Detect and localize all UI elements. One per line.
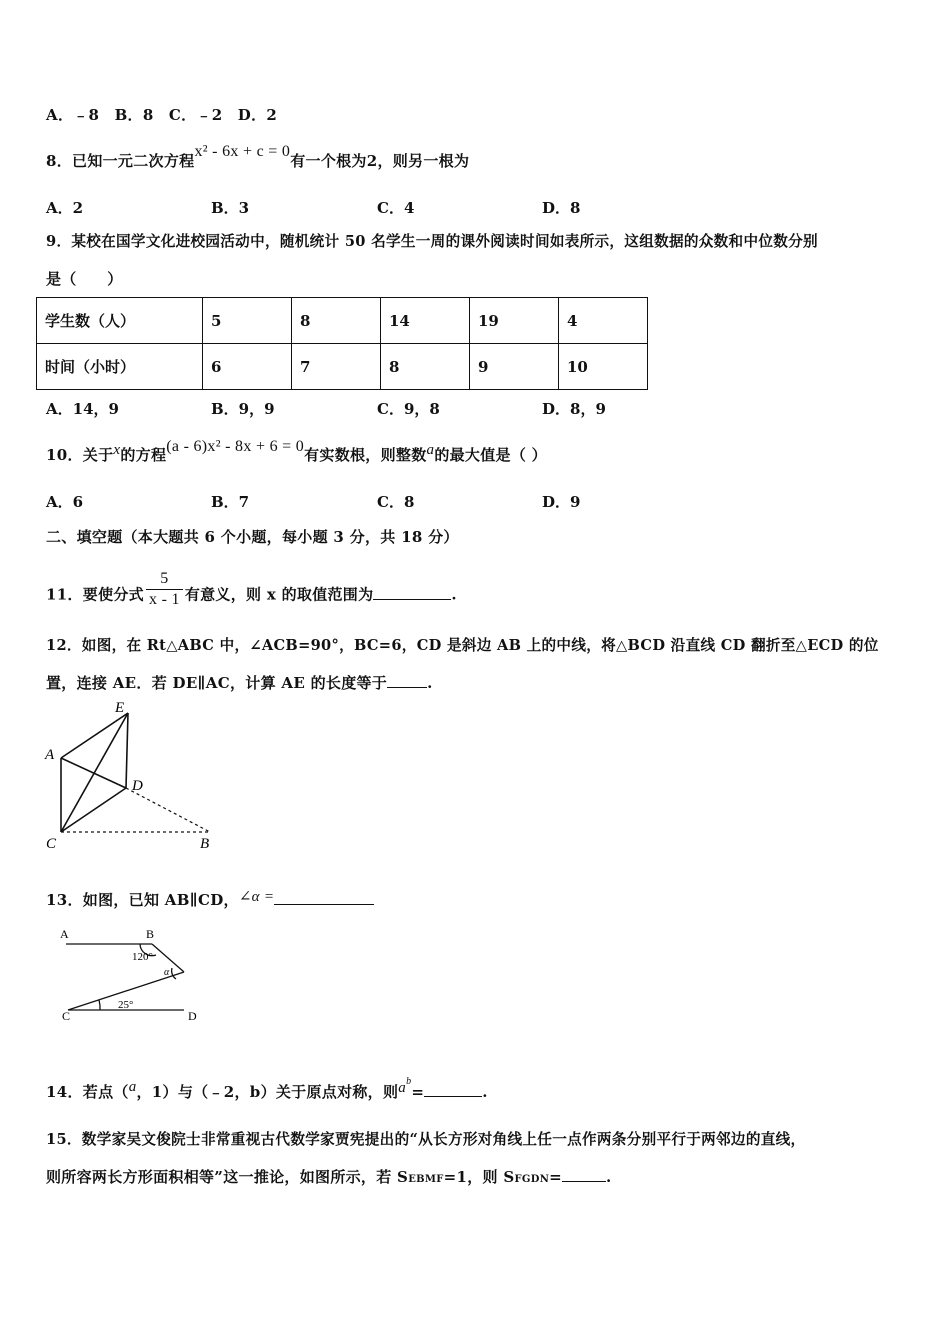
q12-line2-text: 置，连接 AE．若 DE∥AC，计算 AE 的长度等于 — [46, 674, 388, 692]
q10-suffix: 的最大值是（ ） — [434, 446, 547, 464]
table-cell: 8 — [381, 344, 470, 390]
q14-var-a: a — [128, 1079, 137, 1095]
q10-prefix: 10．关于 — [46, 446, 114, 464]
label-angle-25: 25° — [118, 999, 134, 1011]
segment-cd — [61, 788, 126, 832]
q8-stem — [46, 143, 470, 171]
segment-db — [126, 788, 210, 832]
q10-option-b: B．7 — [211, 493, 250, 511]
q10-mid: 的方程 — [120, 446, 167, 464]
q14-equals: = — [411, 1083, 425, 1101]
q14-end: . — [482, 1083, 488, 1101]
table-cell: 8 — [292, 298, 381, 344]
q9-option-d: D．8，9 — [542, 400, 606, 418]
q10-option-d: D．9 — [542, 493, 581, 511]
q11-prefix: 11．要使分式 — [46, 585, 144, 604]
q8-option-a: A．2 — [46, 199, 84, 217]
q14-mid: ，1）与（﹣2，b）关于原点对称，则 — [136, 1083, 399, 1101]
q13-parallel-lines-figure — [54, 922, 214, 1032]
q15-line1: 15．数学家吴文俊院士非常重视古代数学家贾宪提出的“从长方形对角线上任一点作两条分别平行于两邻边的直线， — [46, 1131, 806, 1148]
table-cell: 7 — [292, 344, 381, 390]
label-angle-120: 120° — [132, 951, 153, 963]
label-c: C — [46, 836, 57, 852]
label-a: A — [60, 927, 69, 941]
q10-stem — [46, 438, 547, 465]
table-cell: 10 — [559, 344, 648, 390]
table-cell: 19 — [470, 298, 559, 344]
q7-options: A．﹣8 B．8 C．﹣2 D．2 — [46, 106, 278, 124]
q9-option-b: B．9，9 — [211, 400, 275, 418]
q12-answer-blank[interactable] — [387, 673, 427, 688]
label-alpha: α — [164, 967, 170, 978]
q15-subscript-ebmf: EBMF — [408, 1174, 444, 1185]
reading-time-table — [36, 297, 648, 390]
q8-option-b: B．3 — [211, 199, 250, 217]
q10-var-a: a — [426, 442, 435, 458]
q12-triangle-figure — [40, 696, 230, 856]
label-d: D — [188, 1009, 197, 1023]
label-c: C — [62, 1009, 71, 1023]
q13-stem — [46, 889, 374, 910]
q9-option-c: C．9，8 — [377, 400, 440, 418]
table-row — [37, 344, 648, 390]
q9-option-a: A．14，9 — [46, 400, 119, 418]
label-b: B — [146, 927, 155, 941]
q15-text-b: =1，则 S — [443, 1168, 515, 1186]
table-cell: 14 — [381, 298, 470, 344]
q10-option-a: A．6 — [46, 493, 84, 511]
label-b: B — [200, 836, 210, 852]
q8-equation: x² - 6x + c = 0 — [194, 143, 291, 160]
table-row — [37, 298, 648, 344]
q11-denominator: x - 1 — [148, 591, 180, 608]
q8-option-d: D．8 — [542, 199, 581, 217]
q15-line2 — [46, 1166, 612, 1187]
q15-text-a: 则所容两长方形面积相等”这一推论，如图所示，若 S — [46, 1168, 409, 1186]
q13-angle: ∠α = — [238, 889, 275, 905]
q15-subscript-fgdn: FGDN — [514, 1174, 550, 1185]
table-cell: 4 — [559, 298, 648, 344]
q8-prefix: 8．已知一元二次方程 — [46, 152, 195, 170]
q14-power-exp: b — [406, 1076, 412, 1087]
q11-fraction — [146, 569, 183, 610]
section-2-heading: 二、填空题（本大题共 6 个小题，每小题 3 分，共 18 分） — [46, 528, 459, 546]
q11-suffix: 有意义，则 x 的取值范围为 — [184, 585, 374, 604]
table-cell: 9 — [470, 344, 559, 390]
segment-ae — [61, 713, 128, 758]
q13-answer-blank[interactable] — [274, 890, 374, 905]
q10-mid2: 有实数根，则整数 — [304, 446, 427, 464]
label-a: A — [45, 747, 55, 763]
table-cell: 6 — [203, 344, 292, 390]
label-d: D — [132, 778, 143, 794]
table-header-students: 学生数（人） — [37, 298, 203, 344]
q8-option-c: C．4 — [377, 199, 415, 217]
angle-arc-25 — [99, 1000, 100, 1010]
q11-stem — [46, 570, 457, 616]
q8-suffix: 有一个根为2，则另一根为 — [290, 152, 470, 170]
q11-end: . — [451, 585, 457, 604]
table-header-hours: 时间（小时） — [37, 344, 203, 390]
segment-ed — [126, 713, 128, 788]
q12-end: . — [427, 674, 433, 692]
q14-answer-blank[interactable] — [424, 1082, 482, 1097]
q12-line2 — [46, 672, 433, 693]
q9-line1: 9．某校在国学文化进校园活动中，随机统计 50 名学生一周的课外阅读时间如表所示，这组数据的众数和中位数分别 — [46, 233, 818, 250]
q11-answer-blank[interactable] — [373, 585, 451, 600]
q14-prefix: 14．若点（ — [46, 1083, 129, 1101]
q14-power-base: a — [398, 1080, 407, 1096]
q13-text: 13．如图，已知 AB∥CD， — [46, 891, 239, 909]
angle-arc-alpha — [172, 968, 176, 979]
q15-text-c: = — [549, 1168, 563, 1186]
segment-ce — [61, 713, 128, 832]
q14-stem — [46, 1076, 488, 1102]
q12-line1: 12．如图，在 Rt△ABC 中，∠ACB=90°，BC=6，CD 是斜边 AB 上的中线，将△BCD 沿直线 CD 翻折至△ECD 的位 — [46, 637, 879, 654]
q10-option-c: C．8 — [377, 493, 415, 511]
q10-equation: (a - 6)x² - 8x + 6 = 0 — [166, 438, 305, 455]
q10-var-x: x — [113, 442, 121, 458]
q15-answer-blank[interactable] — [562, 1167, 606, 1182]
q9-line2: 是（ ） — [46, 270, 123, 288]
q15-end: . — [606, 1168, 612, 1186]
q11-numerator: 5 — [146, 569, 183, 590]
table-cell: 5 — [203, 298, 292, 344]
label-e: E — [115, 700, 125, 716]
